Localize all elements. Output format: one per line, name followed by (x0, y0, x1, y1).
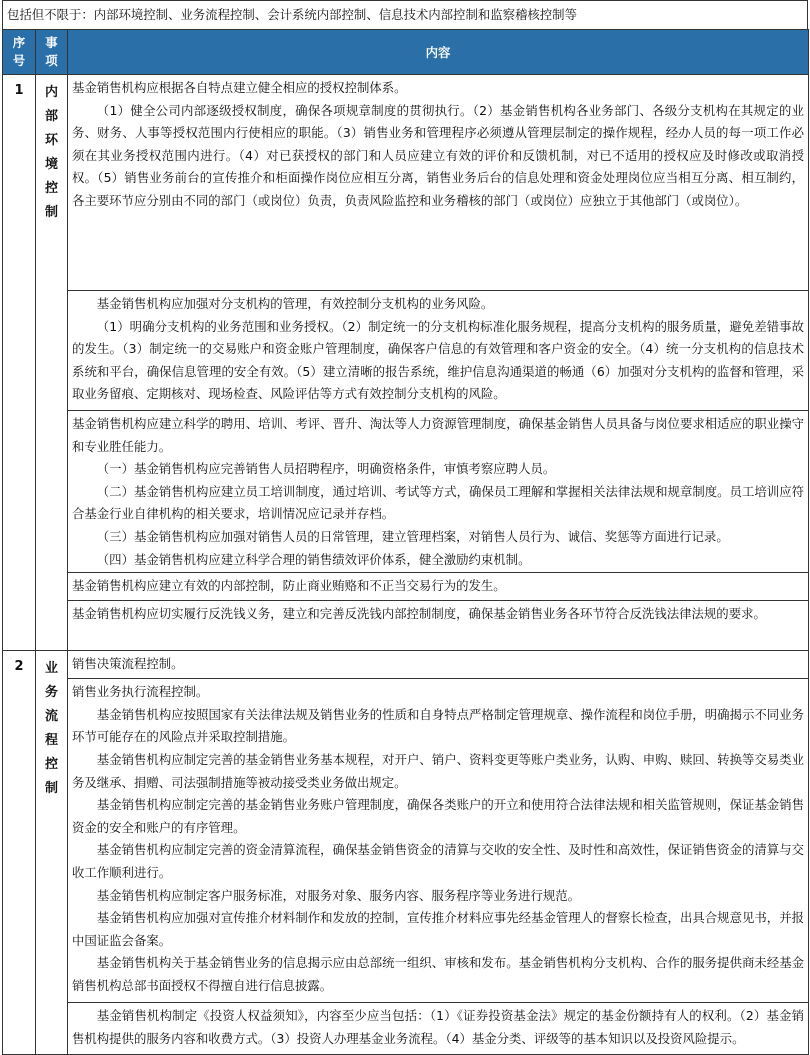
content-paragraph: 基金销售机构应加强对宣传推介材料制作和发放的控制，宣传推介材料应事先经基金管理人的督察长检查，出具合规意见书，并报中国证监会备案。 (72, 910, 804, 948)
content-paragraph: （四）基金销售机构应建立科学合理的销售绩效评价体系，健全激励约束机制。 (96, 551, 531, 567)
table-row (3, 573, 809, 601)
content-paragraph: 基金销售机构应按照国家有关法律法规及销售业务的性质和自身特点严格制定管理规章、操作流程和岗位手册，明确揭示不同业务环节可能存在的风险点并采取控制措施。 (72, 706, 804, 745)
table-row (3, 651, 809, 679)
table-row (3, 291, 809, 411)
table-row (3, 601, 809, 651)
control-table (2, 29, 809, 1055)
content-paragraph: 基金销售机构应切实履行反洗钱义务，建立和完善反洗钱内部控制制度，确保基金销售业务各环节符合反洗钱法律法规的要求。 (72, 606, 766, 622)
content-cell (68, 573, 809, 601)
content-paragraph: 基金销售机构应制定客户服务标准，对服务对象、服务内容、服务程序等业务进行规范。 (96, 887, 581, 903)
row-number: 2 (3, 651, 36, 1055)
content-paragraph: （1）健全公司内部逐级授权制度，确保各项规章制度的贯彻执行。（2）基金销售机构各业务部门、各级分支机构在其规定的业务、财务、人事等授权范围内行使相应的职能。（3）销售业务和管理程序必须遵从管理层制定的操作规程，经办人员的每一项工作必须在其业务授权范围内进行。（4）对已获授权的部门和人员应建立有效的评价和反馈机制，对已不适用的授权应及时修改或取消授权。（5）销售业务前台的宣传推介和柜面操作岗位应相互分离，销售业务后台的信息处理和资金处理岗位应当相互分离、相互制约，各主要环节应分别由不同的部门（或岗位）负责，负责风险监控和业务稽核的部门（或岗位）应独立于其他部门（或岗位）。 (72, 102, 804, 208)
content-paragraph: 基金销售机构制定《投资人权益须知》，内容至少应当包括：（1）《证券投资基金法》规定的基金份额持有人的权利。（2）基金销售机构提供的服务内容和收费方式。（3）投资人办理基金业务流程。（4）基金分类、评级等的基本知识以及投资风险提示。 (72, 1008, 804, 1046)
row-category (36, 75, 68, 651)
content-cell (68, 75, 809, 291)
header-item: 事项 (36, 30, 68, 75)
table-body (3, 75, 809, 1055)
table-row (3, 679, 809, 1003)
content-paragraph: 基金销售机构应制定完善的资金清算流程，确保基金销售资金的清算与交收的安全性、及时性和高效性，保证销售资金的清算与交收工作顺利进行。 (72, 842, 804, 880)
content-paragraph: （三）基金销售机构应加强对销售人员的日常管理，建立管理档案，对销售人员行为、诚信、奖惩等方面进行记录。 (96, 528, 729, 544)
header-num: 序号 (3, 30, 36, 75)
category-label: 内部环境控制 (44, 85, 58, 220)
content-paragraph: 基金销售机构应建立科学的聘用、培训、考评、晋升、淘汰等人力资源管理制度，确保基金销售人员具备与岗位要求相适应的职业操守和专业胜任能力。 (72, 416, 804, 454)
content-paragraph: 基金销售机构应建立有效的内部控制，防止商业贿赂和不正当交易行为的发生。 (72, 578, 506, 594)
content-paragraph: 基金销售机构应制定完善的基金销售业务账户管理制度，确保各类账户的开立和使用符合法律法规和相关监管规则，保证基金销售资金的安全和账户的有序管理。 (72, 797, 804, 835)
content-cell (68, 679, 809, 1003)
content-cell (68, 601, 809, 651)
table-row (3, 1003, 809, 1055)
table-header-row (3, 30, 809, 75)
content-cell (68, 1003, 809, 1055)
content-paragraph: （二）基金销售机构应建立员工培训制度，通过培训、考试等方式，确保员工理解和掌握相关法律法规和规章制度。员工培训应符合基金行业自律机构的相关要求，培训情况应记录并存档。 (72, 483, 804, 522)
content-paragraph: 销售决策流程控制。 (72, 656, 184, 672)
content-paragraph: （1）明确分支机构的业务范围和业务授权。（2）制定统一的分支机构标准化服务规程，提高分支机构的服务质量，避免差错事故的发生。（3）制定统一的交易账户和资金账户管理制度，确保客户信息的有效管理和客户资金的安全。（4）统一分支机构的信息技术系统和平台，确保信息管理的安全有效。（5）建立清晰的报告系统，维护信息沟通渠道的畅通（6）加强对分支机构的监督和管理，采取业务留痕、定期核对、现场检查、风险评估等方式有效控制分支机构的风险。 (72, 318, 804, 402)
content-paragraph: 基金销售机构关于基金销售业务的信息揭示应由总部统一组织、审核和发布。基金销售机构分支机构、合作的服务提供商未经基金销售机构总部书面授权不得擅自进行信息披露。 (72, 955, 804, 993)
content-paragraph: 基金销售机构应加强对分支机构的管理，有效控制分支机构的业务风险。 (96, 296, 494, 311)
category-label: 业务流程控制 (44, 661, 58, 797)
content-cell (68, 651, 809, 679)
content-cell (68, 291, 809, 411)
table-row (3, 75, 809, 291)
row-category (36, 651, 68, 1055)
row-number: 1 (3, 75, 36, 651)
table-row (3, 411, 809, 573)
content-paragraph: 基金销售机构应制定完善的基金销售业务基本规程，对开户、销户、资料变更等账户类业务，认购、申购、赎回、转换等交易类业务及继承、捐赠、司法强制措施等被动接受类业务做出规定。 (72, 751, 804, 790)
content-paragraph: 基金销售机构应根据各自特点建立健全相应的授权控制体系。 (72, 80, 407, 95)
content-cell (68, 411, 809, 573)
content-paragraph: （一）基金销售机构应完善销售人员招聘程序，明确资格条件，审慎考察应聘人员。 (96, 461, 556, 477)
header-content: 内容 (68, 30, 809, 75)
intro-line: 包括但不限于：内部环境控制、业务流程控制、会计系统内部控制、信息技术内部控制和监察稽核控制等 (2, 0, 808, 29)
content-paragraph: 销售业务执行流程控制。 (72, 684, 209, 700)
document-page (2, 0, 808, 1055)
